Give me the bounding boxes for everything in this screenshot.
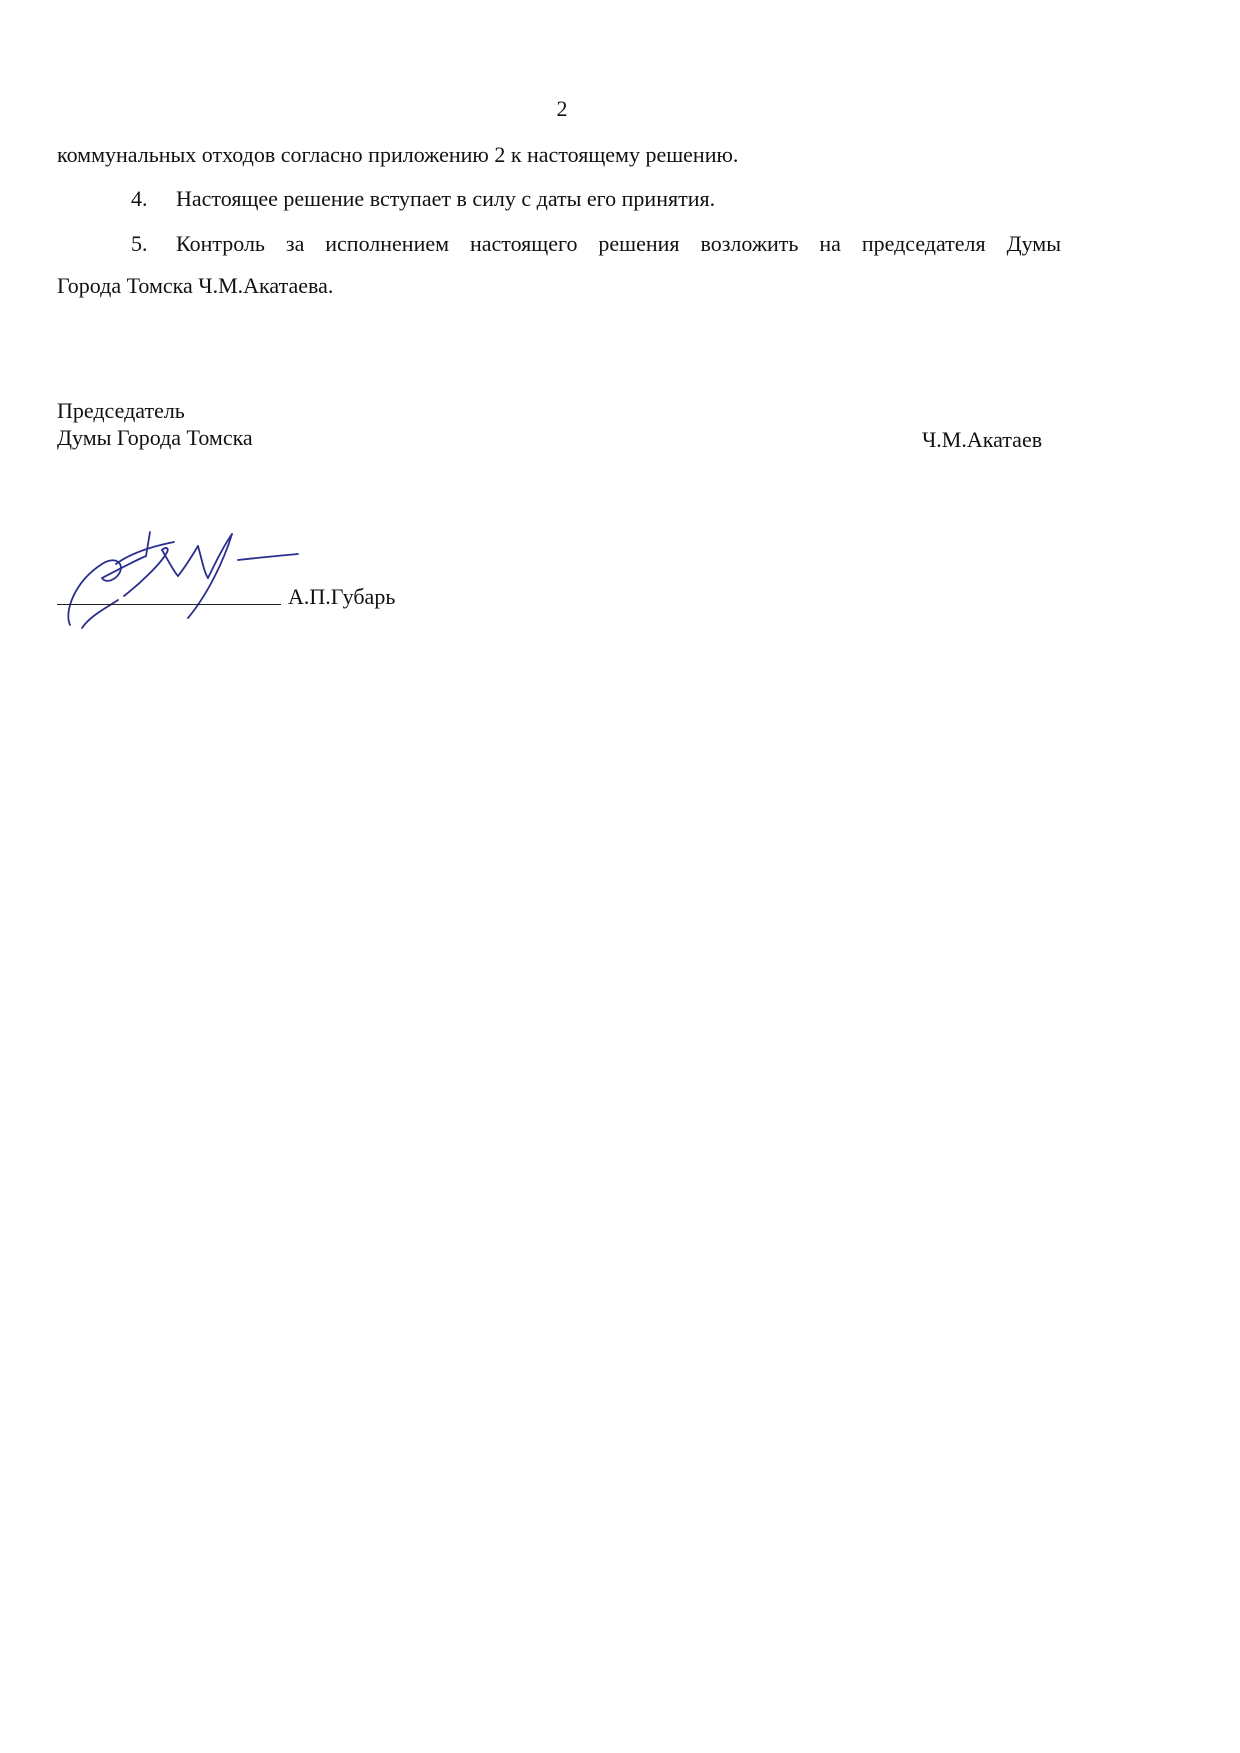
page-number: 2 xyxy=(556,96,568,121)
approver-name: А.П.Губарь xyxy=(288,584,396,609)
signatory-title-line-2: Думы Города Томска xyxy=(57,425,253,450)
item-5-number: 5. xyxy=(131,231,148,256)
item-4-number: 4. xyxy=(131,186,148,211)
paragraph-continuation: коммунальных отходов согласно приложению 2 к настоящему решению. xyxy=(57,142,739,167)
item-5-continuation: Города Томска Ч.М.Акатаева. xyxy=(57,273,334,298)
signatory-name: Ч.М.Акатаев xyxy=(922,427,1043,452)
signatory-title-line-1: Председатель xyxy=(57,398,185,423)
item-4-text: Настоящее решение вступает в силу с даты его принятия. xyxy=(176,186,716,211)
signature-underline xyxy=(57,604,281,605)
item-5-text: Контроль за исполнением настоящего решения возложить на председателя Думы xyxy=(176,231,1061,256)
handwritten-signature xyxy=(62,512,322,632)
